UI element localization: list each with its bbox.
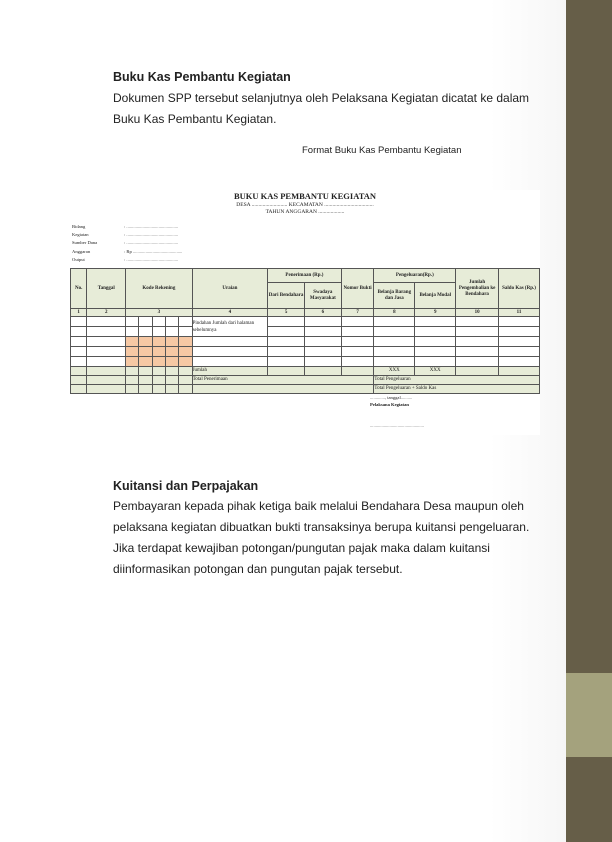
- header-penerimaan: Penerimaan (Rp.): [268, 269, 342, 283]
- header-tanggal: Tanggal: [87, 269, 126, 309]
- meta-key: Bidang: [72, 224, 86, 229]
- paragraph-line: Pembayaran kepada pihak ketiga baik melalui Bendahara Desa maupun oleh: [113, 499, 524, 513]
- meta-value: : .............................................: [124, 256, 179, 262]
- total-saldo-label: Total Pengeluaran + Saldo Kas: [374, 385, 540, 394]
- header-saldo-kas: Saldo Kas (Rp.): [499, 269, 540, 309]
- total-row: [71, 376, 540, 385]
- total-pengeluaran-label: Total Pengeluaran: [374, 376, 540, 385]
- col-number: 9: [415, 309, 456, 317]
- meta-value: : .............................................: [124, 240, 179, 246]
- header-no: No.: [71, 269, 87, 309]
- col-number: 4: [192, 309, 268, 317]
- total-saldo-row: [71, 385, 540, 394]
- col-number: 7: [341, 309, 374, 317]
- meta-key: Kegiatan: [72, 232, 89, 238]
- paragraph-line: Jika terdapat kewajiban potongan/pungutan pajak maka dalam kuitansi: [113, 541, 490, 555]
- buku-kas-form-image: [70, 190, 540, 435]
- signature-line: ...............................................: [370, 423, 424, 428]
- col-number: 3: [126, 309, 192, 317]
- paragraph-line: pelaksana kegiatan dibuatkan bukti transaksinya berupa kuitansi pengeluaran.: [113, 520, 530, 534]
- header-pengeluaran: Pengeluaran(Rp.): [374, 269, 456, 283]
- meta-value: : .............................................: [124, 224, 179, 229]
- form-title: BUKU KAS PEMBANTU KEGIATAN: [233, 191, 377, 201]
- section-heading-kuitansi: Kuitansi dan Perpajakan: [113, 479, 259, 493]
- header-uraian: Uraian: [192, 269, 268, 309]
- signature-role: Pelaksana Kegiatan: [370, 402, 409, 407]
- header-dari-bendahara: Dari Bendahara: [268, 283, 305, 309]
- paragraph-line: Buku Kas Pembantu Kegiatan.: [113, 112, 277, 126]
- first-row-text: Pindahan Jumlah dari halaman sebelumnya: [192, 317, 268, 337]
- form-subtitle-tahun: TAHUN ANGGARAN ...................: [265, 209, 345, 215]
- figure-caption: Format Buku Kas Pembantu Kegiatan: [302, 145, 462, 156]
- table-row: [71, 337, 540, 347]
- total-penerimaan-label: Total Penerimaan: [192, 376, 374, 385]
- table-row: [71, 327, 540, 337]
- jumlah-row: [71, 367, 540, 376]
- table-row: [71, 317, 540, 327]
- header-belanja-modal: Belanja Modal: [415, 283, 456, 309]
- form-subtitle-desa: DESA .......................... KECAMATAN ....................................: [236, 202, 374, 208]
- col-number: 5: [268, 309, 305, 317]
- meta-value: : Rp ...........................................: [124, 248, 183, 254]
- col-number: 11: [499, 309, 540, 317]
- xxx-belanja-barang: XXX: [374, 367, 415, 376]
- col-number: 2: [87, 309, 126, 317]
- buku-kas-table: [70, 268, 540, 394]
- form-meta: [72, 223, 182, 264]
- side-decoration-accent: [566, 673, 612, 757]
- col-number: 10: [456, 309, 499, 317]
- table-row: [71, 357, 540, 367]
- col-number: 6: [304, 309, 341, 317]
- meta-key: Anggaran: [72, 248, 91, 254]
- header-kode-rekening: Kode Rekening: [126, 269, 192, 309]
- header-jumlah-pengembalian: Jumlah Pengembalian ke Bendahara: [456, 269, 499, 309]
- header-nomor-bukti: Nomor Bukti: [341, 269, 374, 309]
- table-row: [71, 347, 540, 357]
- col-number: 8: [374, 309, 415, 317]
- section-heading-buku-kas: Buku Kas Pembantu Kegiatan: [113, 70, 291, 84]
- col-number: 1: [71, 309, 87, 317]
- header-belanja-barang: Belanja Barang dan Jasa: [374, 283, 415, 309]
- meta-key: Sumber Dana: [72, 240, 98, 246]
- meta-value: : .............................................: [124, 232, 179, 238]
- jumlah-label: Jumlah: [192, 367, 268, 376]
- meta-key: Output: [72, 256, 85, 262]
- paragraph-line: diinformasikan potongan dan pungutan pajak tersebut.: [113, 562, 403, 576]
- signature-date: ............., tanggal..........: [370, 395, 413, 400]
- paragraph-line: Dokumen SPP tersebut selanjutnya oleh Pelaksana Kegiatan dicatat ke dalam: [113, 91, 530, 105]
- header-swadaya: Swadaya Masyarakat: [304, 283, 341, 309]
- xxx-belanja-modal: XXX: [415, 367, 456, 376]
